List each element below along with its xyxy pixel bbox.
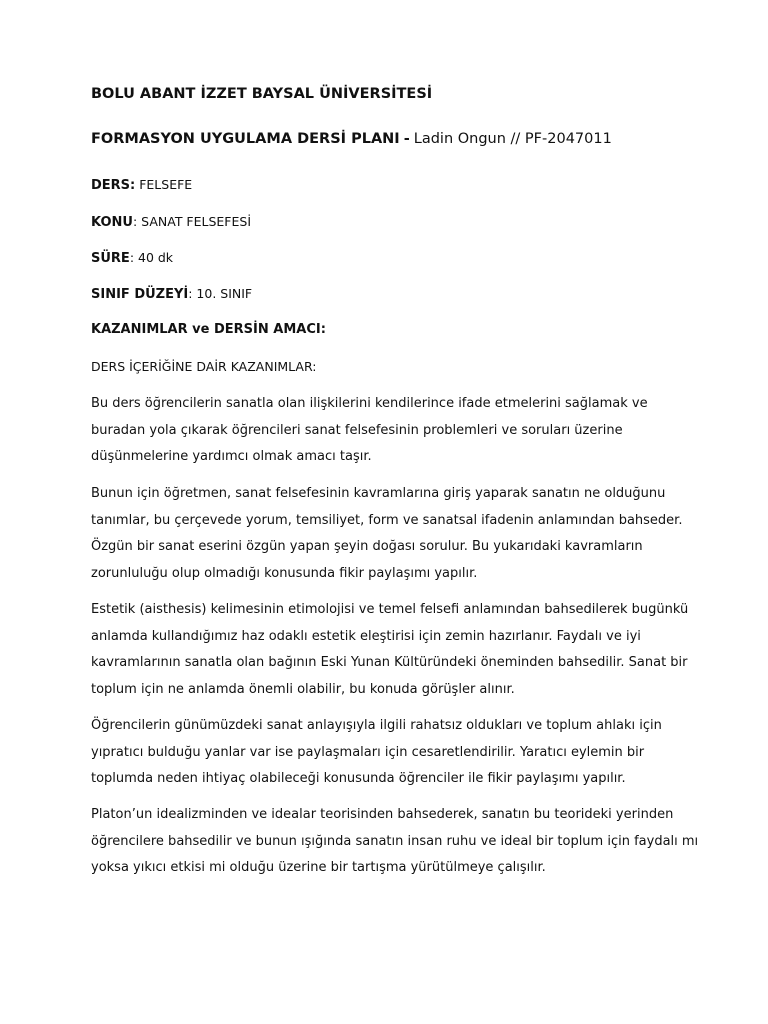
paragraph-line: Bu ders öğrencilerin sanatla olan ilişkilerini kendilerince ifade etmelerini sağlamak ve <box>91 396 648 411</box>
field-label: DERS: <box>91 178 136 193</box>
paragraph-line: öğrencilere bahsedilir ve bunun ışığında sanatın insan ruhu ve ideal bir toplum için faydalı mı <box>91 833 699 849</box>
field-value: : SANAT FELSEFESİ <box>132 214 252 229</box>
paragraph-line: tanımlar, bu çerçevede yorum, temsiliyet, form ve sanatsal ifadenin anlamından bahseder. <box>91 512 683 528</box>
paragraph-2 <box>91 481 681 588</box>
paragraph-line: toplumda neden ihtiyaç olabileceği konusunda öğrenciler ile fikir paylaşımı yapılır. <box>91 771 626 787</box>
paragraph-line: buradan yola çıkarak öğrencileri sanat felsefesinin problemleri ve soruları üzerine <box>91 422 623 438</box>
field-ders <box>91 177 192 193</box>
paragraph-line: kavramlarının sanatla olan bağının Eski Yunan Kültüründeki öneminden bahsedilir. Sanat bir <box>91 655 688 671</box>
paragraph-line: yıpratıcı bulduğu yanlar var ise paylaşmaları için cesaretlendirilir. Yaratıcı eylemin bir <box>91 744 645 760</box>
paragraph-line: Öğrencilerin günümüzdeki sanat anlayışıyla ilgili rahatsız oldukları ve toplum ahlakı için <box>91 718 662 733</box>
title-author: Ladin Ongun // PF-2047011 <box>413 131 612 147</box>
objectives-heading: KAZANIMLAR ve DERSİN AMACI: <box>91 322 326 337</box>
field-label: SINIF DÜZEYİ <box>91 287 189 302</box>
paragraph-5 <box>91 802 699 882</box>
paragraph-1 <box>91 391 681 471</box>
field-konu <box>91 214 251 230</box>
paragraph-line: Özgün bir sanat eserini özgün yapan şeyin doğası sorulur. Bu yukarıdaki kavramların <box>91 539 643 555</box>
paragraph-line: Platon’un idealizminden ve idealar teorisinden bahsederek, sanatın bu teorideki yerinden <box>91 807 674 822</box>
paragraph-line: toplum için ne anlamda önemli olabilir, bu konuda görüşler alınır. <box>91 682 515 698</box>
field-value: : 10. SINIF <box>188 286 253 301</box>
paragraph-line: anlamda kullandığımız haz odaklı estetik eleştirisi için zemin hazırlanır. Faydalı ve iyi <box>91 628 641 644</box>
content-objectives-subheading: DERS İÇERİĞİNE DAİR KAZANIMLAR: <box>91 359 317 374</box>
paragraph-line: Bunun için öğretmen, sanat felsefesinin kavramlarına giriş yaparak sanatın ne olduğunu <box>91 486 666 501</box>
field-label: SÜRE <box>91 251 130 266</box>
title-main: FORMASYON UYGULAMA DERSİ PLANI <box>91 131 400 147</box>
field-sure <box>91 250 173 266</box>
document-title <box>91 131 612 147</box>
paragraph-line: zorunluluğu olup olmadığı konusunda fikir paylaşımı yapılır. <box>91 566 478 582</box>
paragraph-3 <box>91 597 689 704</box>
field-value: : 40 dk <box>129 250 174 265</box>
title-dash: - <box>403 131 410 147</box>
paragraph-line: düşünmelerine yardımcı olmak amacı taşır. <box>91 449 372 465</box>
paragraph-line: yoksa yıkıcı etkisi mi olduğu üzerine bir tartışma yürütülmeye çalışılır. <box>91 860 546 876</box>
field-value: FELSEFE <box>135 177 193 192</box>
university-name: BOLU ABANT İZZET BAYSAL ÜNİVERSİTESİ <box>91 86 433 102</box>
field-label: KONU <box>91 215 133 230</box>
paragraph-line: Estetik (aisthesis) kelimesinin etimolojisi ve temel felsefi anlamından bahsedilerek bugünkü <box>91 602 689 617</box>
paragraph-4 <box>91 713 681 793</box>
field-sinif-duzeyi <box>91 286 252 302</box>
